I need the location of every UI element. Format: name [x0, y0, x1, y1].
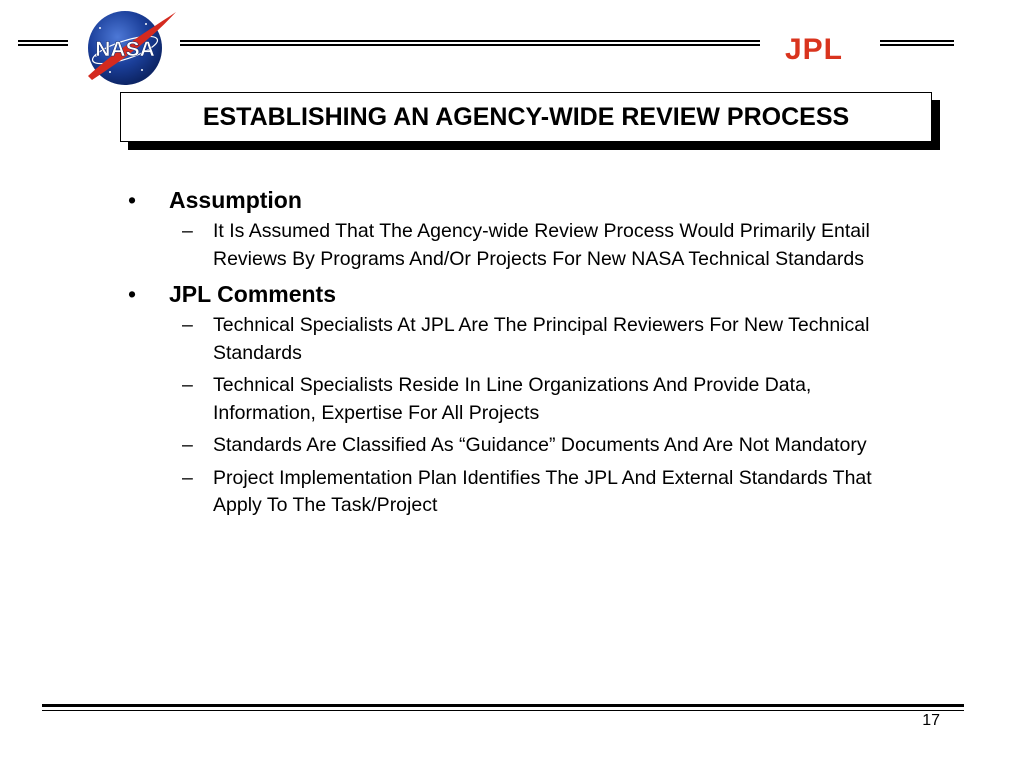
sub-item [0, 432, 913, 460]
header-rule-left [18, 40, 68, 46]
title-box [120, 92, 932, 142]
bullet-mark: • [128, 187, 137, 213]
dash-mark: – [182, 314, 193, 336]
bullet-assumption [0, 184, 1024, 216]
sub-item [0, 312, 913, 367]
dash-mark: – [182, 434, 193, 456]
dash-mark: – [182, 466, 193, 489]
dash-mark: – [182, 374, 193, 396]
svg-text:JPL: JPL [784, 33, 844, 63]
header-rule-right [880, 40, 954, 46]
sub-item-text: Standards Are Classified As “Guidance” Documents And Are Not Mandatory [213, 434, 867, 456]
bullet-heading: JPL Comments [169, 281, 337, 307]
nasa-logo [80, 6, 180, 88]
header-rule-center [180, 40, 760, 46]
sub-item-text: It Is Assumed That The Agency-wide Review Process Would Primarily Entail Reviews By Programs And/Or Projects For New NASA Technical Standards [213, 220, 870, 270]
footer-rule [42, 704, 964, 711]
sub-item [0, 372, 913, 427]
bullet-mark: • [128, 281, 137, 307]
sub-item [0, 465, 913, 520]
slide-content [0, 184, 1024, 525]
bullet-jpl-comments [0, 278, 1024, 310]
sub-item-text: Technical Specialists Reside In Line Organizations And Provide Data, Information, Expertise For All Projects [213, 374, 812, 424]
svg-text:NASA: NASA [95, 38, 155, 61]
sub-item [0, 218, 913, 273]
bullet-heading: Assumption [169, 187, 302, 213]
dash-mark: – [182, 220, 193, 242]
sub-item-text: Technical Specialists At JPL Are The Principal Reviewers For New Technical Standards [213, 314, 870, 364]
jpl-logo [770, 33, 858, 63]
sub-item-text: Project Implementation Plan Identifies The JPL And External Standards That Apply To The Task/Project [213, 466, 872, 516]
page-number: 17 [922, 712, 940, 729]
slide-title: ESTABLISHING AN AGENCY-WIDE REVIEW PROCESS [202, 102, 850, 131]
